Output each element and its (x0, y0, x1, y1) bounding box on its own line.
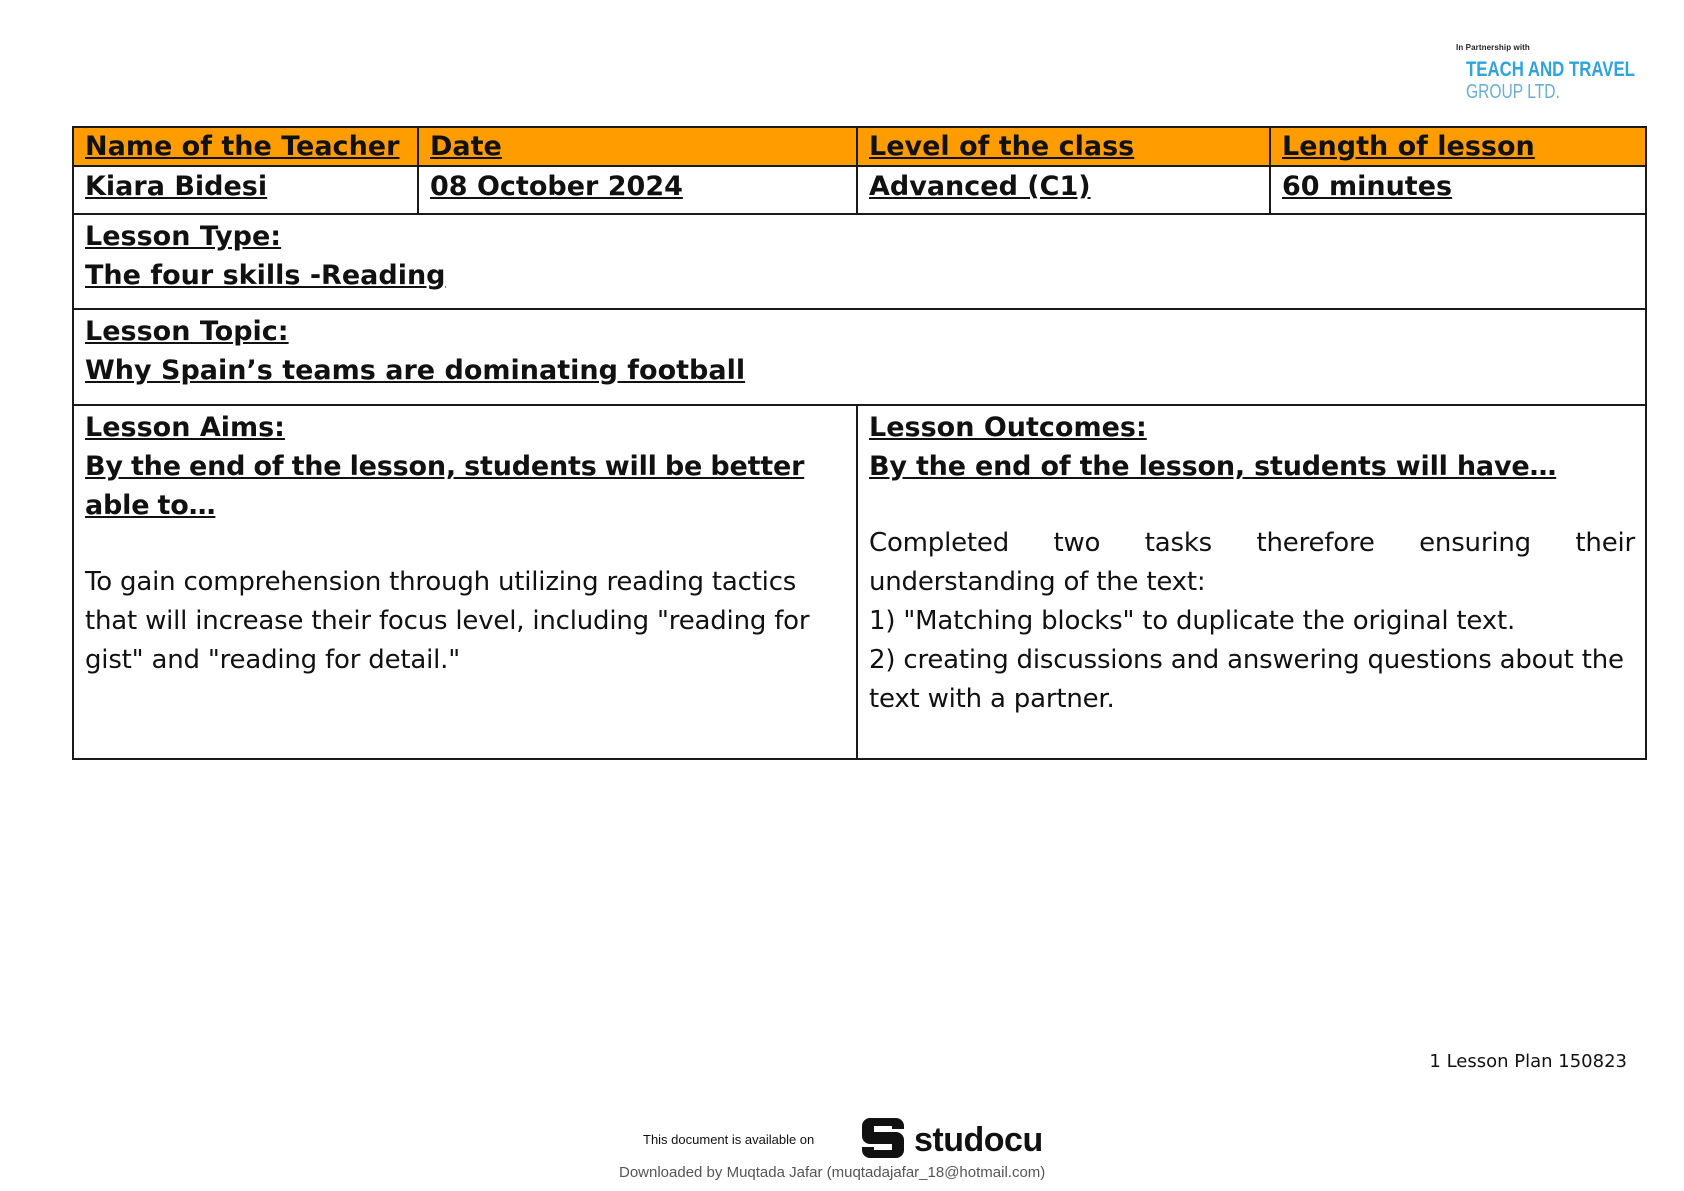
lesson-type-row (73, 214, 1646, 309)
partner-logo (1456, 43, 1636, 103)
lesson-type-label: Lesson Type: (85, 221, 282, 252)
studocu-icon (862, 1114, 908, 1166)
lesson-aims-body: To gain comprehension through utilizing reading tactics that will increase their focus level, including "reading for gist" and "reading for detail." (85, 567, 810, 675)
level-value-cell (857, 166, 1270, 214)
lesson-aims-intro: By the end of the lesson, students will be better able to… (85, 451, 805, 521)
lesson-type-cell (73, 214, 1646, 309)
level-header-cell (857, 127, 1270, 166)
lesson-outcomes-intro: By the end of the lesson, students will have… (869, 451, 1557, 482)
lesson-plan-table (72, 126, 1647, 760)
page-footer-label: 1 Lesson Plan 150823 (1429, 1051, 1627, 1072)
teacher-label: Name of the Teacher (85, 131, 400, 162)
values-row (73, 166, 1646, 214)
lesson-date: 08 October 2024 (430, 171, 683, 202)
downloaded-by-text: Downloaded by Muqtada Jafar (muqtadajafar_18@hotmail.com) (619, 1164, 1046, 1181)
partner-tagline: In Partnership with (1456, 43, 1530, 52)
length-value-cell (1270, 166, 1646, 214)
partner-brand-line1: TEACH AND TRAVEL (1466, 58, 1635, 81)
studocu-logo[interactable] (862, 1116, 1043, 1164)
lesson-length: 60 minutes (1282, 171, 1453, 202)
aims-outcomes-row (73, 405, 1646, 759)
length-label: Length of lesson (1282, 131, 1535, 162)
teacher-name: Kiara Bidesi (85, 171, 268, 202)
level-label: Level of the class (869, 131, 1135, 162)
teacher-value-cell (73, 166, 418, 214)
date-header-cell (418, 127, 857, 166)
lesson-outcomes-body: Completed two tasks therefore ensuring their understanding of the text: (869, 528, 1635, 597)
lesson-type-value: The four skills -Reading (85, 260, 446, 291)
lesson-outcomes-cell (857, 405, 1646, 759)
date-value-cell (418, 166, 857, 214)
partner-brand-line2: GROUP LTD. (1466, 81, 1560, 103)
lesson-outcomes-item-1: 1) "Matching blocks" to duplicate the original text. (869, 606, 1516, 636)
lesson-topic-value: Why Spain’s teams are dominating football (85, 355, 746, 386)
studocu-wordmark: studocu (914, 1120, 1043, 1159)
lesson-topic-cell (73, 309, 1646, 405)
lesson-outcomes-item-2: 2) creating discussions and answering questions about the text with a partner. (869, 645, 1624, 714)
lesson-outcomes-label: Lesson Outcomes: (869, 412, 1147, 443)
class-level: Advanced (C1) (869, 171, 1091, 202)
header-row (73, 127, 1646, 166)
lesson-aims-cell (73, 405, 857, 759)
date-label: Date (430, 131, 502, 162)
available-on-text: This document is available on (643, 1132, 815, 1147)
lesson-topic-row (73, 309, 1646, 405)
length-header-cell (1270, 127, 1646, 166)
lesson-aims-label: Lesson Aims: (85, 412, 285, 443)
lesson-topic-label: Lesson Topic: (85, 316, 289, 347)
teacher-header-cell (73, 127, 418, 166)
